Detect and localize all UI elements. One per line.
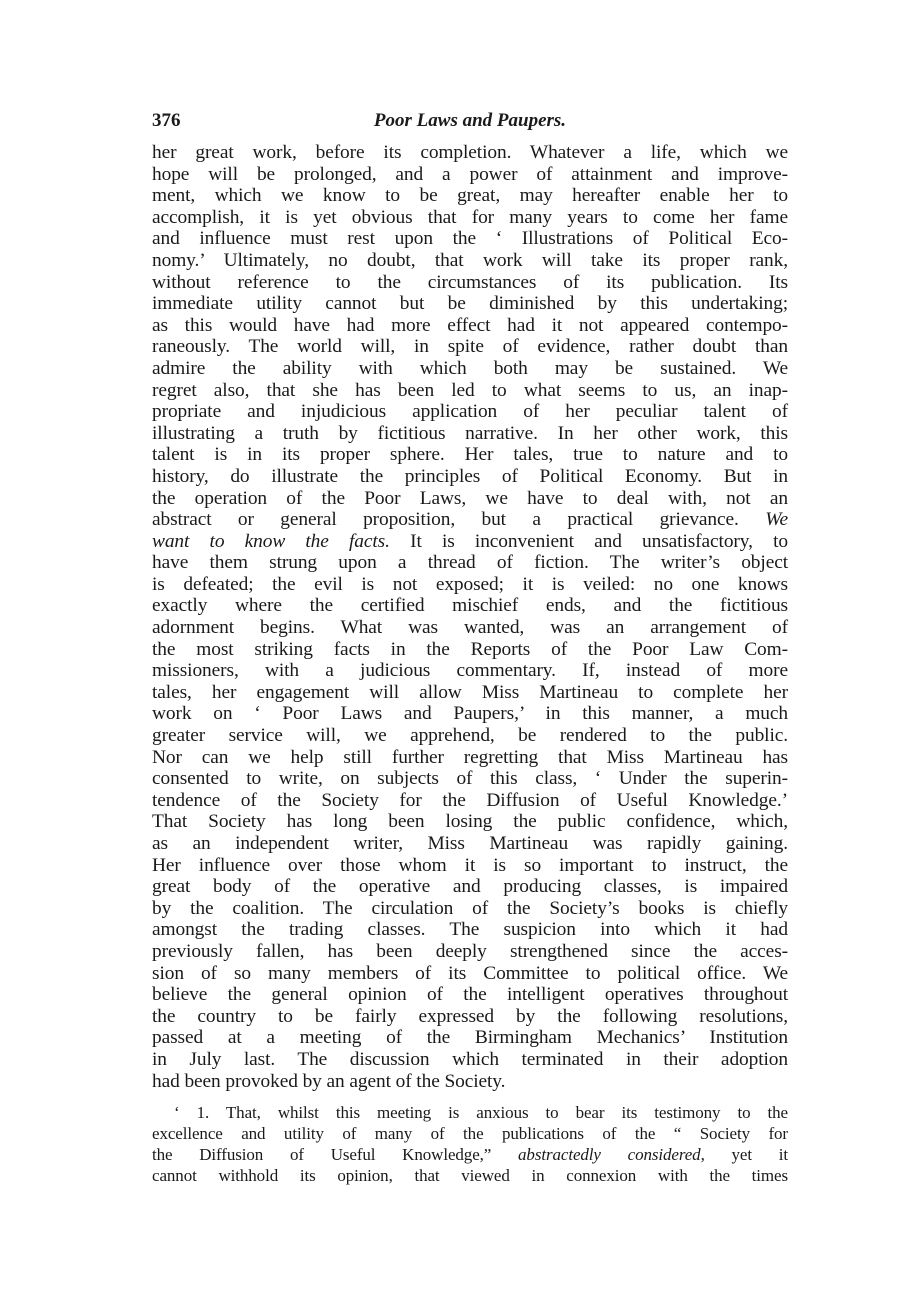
footnote-line: cannot withhold its opinion, that viewed in connexion with the times — [152, 1166, 788, 1186]
text-line: accomplish, it is yet obvious that for many years to come her fame — [152, 206, 788, 228]
running-title: Poor Laws and Paupers. — [373, 110, 567, 131]
text-line: great body of the operative and producing classes, is impaired — [152, 876, 788, 898]
text-line: had been provoked by an agent of the Society. — [152, 1070, 506, 1092]
text-line: greater service will, we apprehend, be rendered to the public. — [152, 725, 788, 747]
text-line: exactly where the certified mischief ends, and the fictitious — [152, 595, 788, 617]
quoted-resolution — [152, 1102, 788, 1186]
text-line: tendence of the Society for the Diffusion of Useful Knowledge.’ — [152, 789, 788, 811]
text-line: propriate and injudicious application of her peculiar talent of — [152, 401, 788, 423]
footnote-line-start: the Diffusion of Useful Knowledge,” — [152, 1145, 519, 1165]
text-line: illustrating a truth by fictitious narrative. In her other work, this — [152, 422, 788, 444]
text-line: admire the ability with which both may be sustained. We — [152, 357, 788, 379]
text-line-rest: It is inconvenient and unsatisfactory, to — [389, 530, 788, 552]
text-line: work on ‘ Poor Laws and Paupers,’ in this manner, a much — [152, 703, 788, 725]
footnote-line: excellence and utility of many of the publications of the “ Society for — [152, 1124, 788, 1144]
text-line: believe the general opinion of the intelligent operatives throughout — [152, 984, 788, 1006]
text-line: is defeated; the evil is not exposed; it is veiled: no one knows — [152, 573, 788, 595]
text-line: regret also, that she has been led to what seems to us, an inap- — [152, 379, 788, 401]
book-page — [152, 108, 788, 1186]
text-line: Her influence over those whom it is so important to instruct, the — [152, 854, 788, 876]
footnote-line: ‘ 1. That, whilst this meeting is anxious to bear its testimony to the — [174, 1103, 788, 1123]
text-line: immediate utility cannot but be diminished by this undertaking; — [152, 293, 788, 315]
text-line — [152, 509, 788, 531]
text-line: the country to be fairly expressed by the following resolutions, — [152, 1005, 788, 1027]
page-number: 376 — [152, 110, 181, 131]
footnote-line-end: , yet it — [700, 1145, 788, 1165]
emphasis-text: We — [765, 509, 788, 531]
text-line: as an independent writer, Miss Martineau was rapidly gaining. — [152, 833, 788, 854]
text-line: sion of so many members of its Committee to political office. We — [152, 962, 788, 984]
text-line: Nor can we help still further regretting that Miss Martineau has — [152, 746, 788, 768]
emphasis-text: abstractedly considered — [518, 1145, 701, 1165]
text-line: talent is in its proper sphere. Her tales, true to nature and to — [152, 444, 788, 466]
text-line: nomy.’ Ultimately, no doubt, that work will take its proper rank, — [152, 249, 788, 271]
text-line: her great work, before its completion. Whatever a life, which we — [152, 142, 788, 163]
text-line: That Society has long been losing the public confidence, which, — [152, 811, 788, 833]
body-paragraph — [152, 142, 788, 1092]
text-line: previously fallen, has been deeply strengthened since the acces- — [152, 940, 788, 962]
text-line: without reference to the circumstances of its publication. Its — [152, 271, 788, 293]
text-line: by the coalition. The circulation of the Society’s books is chiefly — [152, 897, 788, 919]
text-line: hope will be prolonged, and a power of attainment and improve- — [152, 163, 788, 185]
text-line-start: abstract or general proposition, but a practical grievance. — [152, 509, 766, 531]
text-line: and influence must rest upon the ‘ Illustrations of Political Eco- — [152, 228, 788, 250]
emphasis-text: want to know the facts. — [152, 530, 390, 552]
text-line: ment, which we know to be great, may hereafter enable her to — [152, 185, 788, 207]
text-line: in July last. The discussion which terminated in their adoption — [152, 1048, 788, 1070]
text-line: passed at a meeting of the Birmingham Mechanics’ Institution — [152, 1027, 788, 1049]
text-line: consented to write, on subjects of this class, ‘ Under the superin- — [152, 768, 788, 790]
footnote-line — [152, 1144, 788, 1165]
text-line: adornment begins. What was wanted, was an arrangement of — [152, 617, 788, 639]
text-line: tales, her engagement will allow Miss Martineau to complete her — [152, 681, 788, 703]
text-line: history, do illustrate the principles of Political Economy. But in — [152, 465, 788, 487]
text-line — [152, 531, 788, 553]
text-line: the operation of the Poor Laws, we have to deal with, not an — [152, 487, 788, 509]
text-line: have them strung upon a thread of fiction. The writer’s object — [152, 552, 788, 574]
text-line: missioners, with a judicious commentary. If, instead of more — [152, 660, 788, 682]
text-line: the most striking facts in the Reports of the Poor Law Com- — [152, 638, 788, 660]
text-line: as this would have had more effect had it not appeared contempo- — [152, 314, 788, 336]
text-line: raneously. The world will, in spite of evidence, rather doubt than — [152, 336, 788, 358]
text-line: amongst the trading classes. The suspicion into which it had — [152, 919, 788, 941]
running-head — [152, 108, 788, 134]
